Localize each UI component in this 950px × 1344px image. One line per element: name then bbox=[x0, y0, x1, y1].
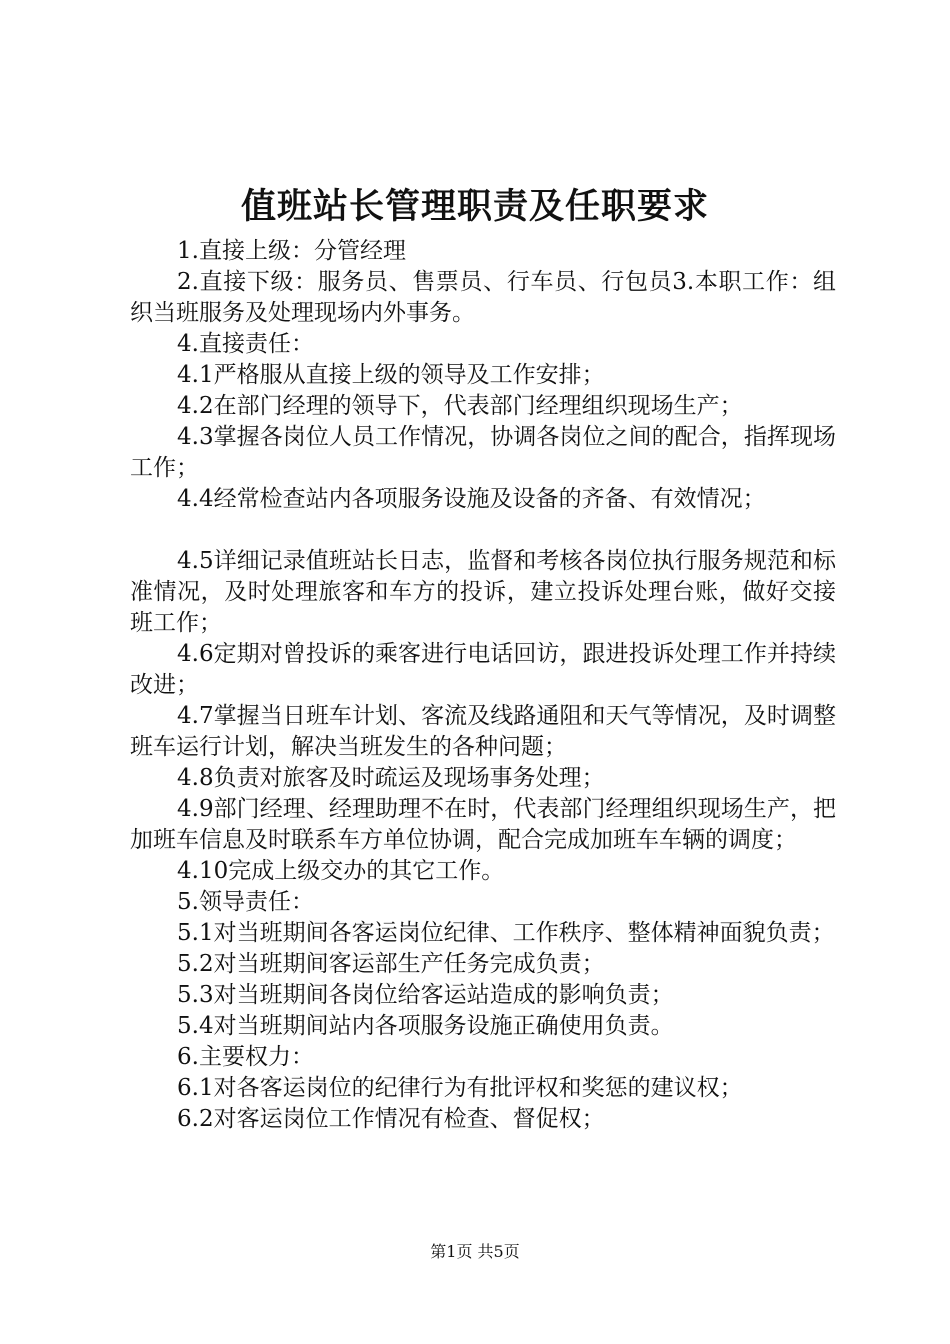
paragraph: 4.5详细记录值班站长日志，监督和考核各岗位执行服务规范和标准情况，及时处理旅客和车方的投诉，建立投诉处理台账，做好交接班工作； bbox=[130, 548, 836, 636]
paragraph: 4.直接责任： bbox=[177, 331, 314, 357]
paragraph: 4.10完成上级交办的其它工作。 bbox=[177, 858, 505, 884]
paragraph: 4.4经常检查站内各项服务设施及设备的齐备、有效情况； bbox=[177, 486, 766, 512]
paragraph: 6.1对各客运岗位的纪律行为有批评权和奖惩的建议权； bbox=[177, 1075, 743, 1101]
paragraph: 5.1对当班期间各客运岗位纪律、工作秩序、整体精神面貌负责； bbox=[177, 920, 835, 946]
paragraph: 5.领导责任： bbox=[177, 889, 314, 915]
paragraph: 4.3掌握各岗位人员工作情况，协调各岗位之间的配合，指挥现场工作； bbox=[130, 424, 836, 481]
paragraph: 5.2对当班期间客运部生产任务完成负责； bbox=[177, 951, 605, 977]
document-body bbox=[130, 236, 836, 1135]
paragraph: 1.直接上级：分管经理 bbox=[177, 238, 406, 264]
paragraph: 6.主要权力： bbox=[177, 1044, 314, 1070]
paragraph: 5.4对当班期间站内各项服务设施正确使用负责。 bbox=[177, 1013, 674, 1039]
paragraph: 6.2对客运岗位工作情况有检查、督促权； bbox=[177, 1106, 605, 1132]
document-title: 值班站长管理职责及任职要求 bbox=[240, 186, 709, 227]
paragraph: 4.9部门经理、经理助理不在时，代表部门经理组织现场生产，把加班车信息及时联系车方单位协调，配合完成加班车车辆的调度； bbox=[130, 796, 836, 853]
paragraph: 4.6定期对曾投诉的乘客进行电话回访，跟进投诉处理工作并持续改进； bbox=[130, 641, 836, 698]
paragraph: 4.7掌握当日班车计划、客流及线路通阻和天气等情况，及时调整班车运行计划，解决当班发生的各种问题； bbox=[130, 703, 836, 760]
page-number-footer: 第1页 共5页 bbox=[430, 1242, 520, 1261]
paragraph: 4.1严格服从直接上级的领导及工作安排； bbox=[177, 362, 605, 388]
paragraph: 4.8负责对旅客及时疏运及现场事务处理； bbox=[177, 765, 605, 791]
paragraph: 5.3对当班期间各岗位给客运站造成的影响负责； bbox=[177, 982, 674, 1008]
paragraph: 2.直接下级：服务员、售票员、行车员、行包员3.本职工作：组织当班服务及处理现场内外事务。 bbox=[130, 269, 836, 326]
paragraph: 4.2在部门经理的领导下，代表部门经理组织现场生产； bbox=[177, 393, 743, 419]
